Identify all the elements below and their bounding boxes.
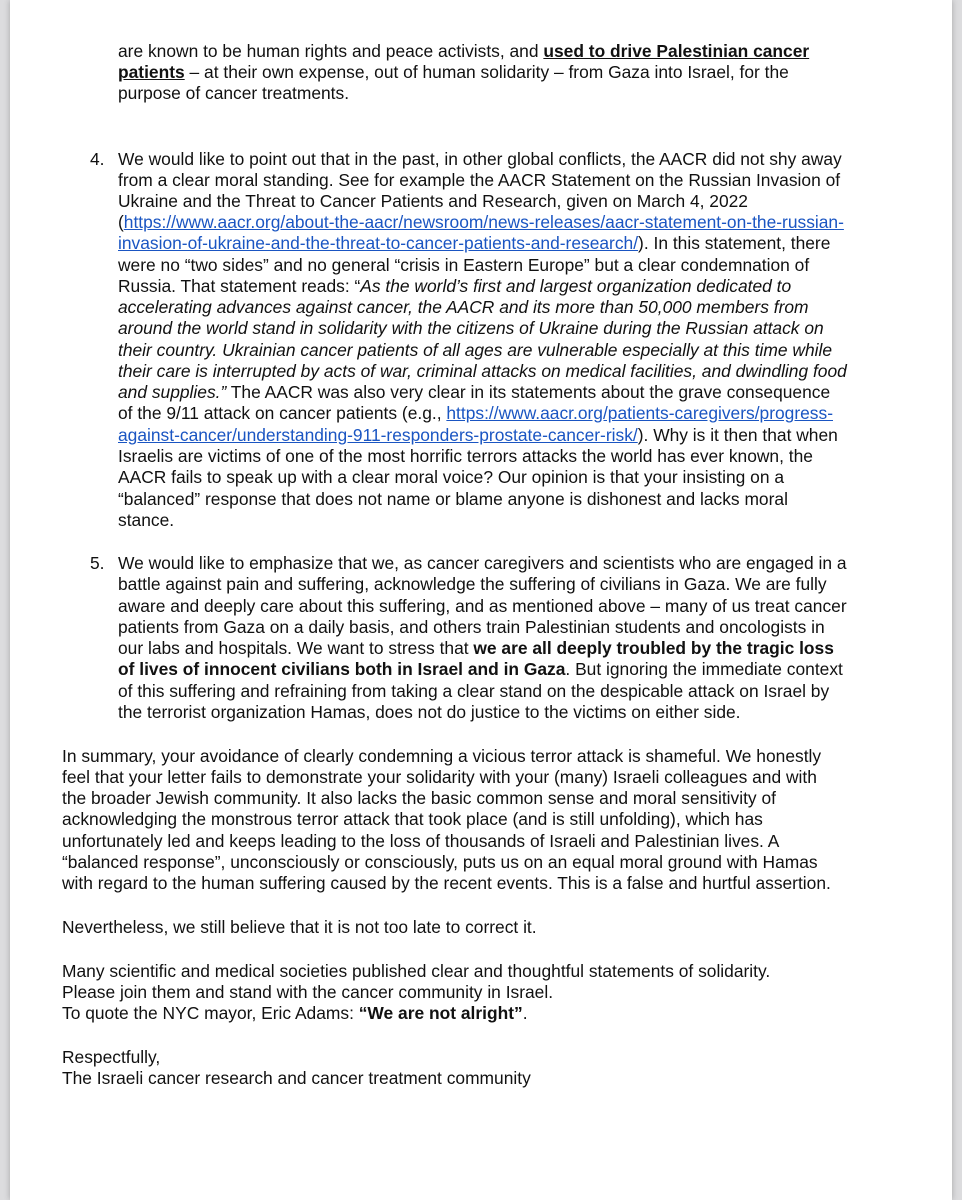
text-line: of lives of innocent civilians both in Israel and in Gaza. But ignoring the immediate context <box>118 659 843 679</box>
text-line: “balanced response”, unconsciously or consciously, puts us on an equal moral ground with Hamas <box>62 852 818 872</box>
text-line: To quote the NYC mayor, Eric Adams: “We are not alright”. <box>62 1003 528 1023</box>
text-line: Russia. That statement reads: “As the world’s first and largest organization dedicated to <box>118 276 792 296</box>
quoted-statement-line: their care is interrupted by acts of war, criminal attacks on medical facilities, and dwindling food <box>118 361 847 381</box>
quoted-statement: As the world’s first and largest organization dedicated to <box>360 276 792 296</box>
bold-quote: “We are not alright” <box>358 1003 523 1023</box>
text-line: the terrorist organization Hamas, does not do justice to the victims on either side. <box>118 702 741 722</box>
list-number: 4. <box>90 149 105 169</box>
text-line: of the 9/11 attack on cancer patients (e.g., https://www.aacr.org/patients-caregivers/progress- <box>118 403 833 423</box>
text-line: with regard to the human suffering caused by the recent events. This is a false and hurtful assertion. <box>62 873 831 893</box>
text-line: were no “two sides” and no general “crisis in Eastern Europe” but a clear condemnation of <box>118 255 810 275</box>
text-line: from a clear moral standing. See for example the AACR Statement on the Russian Invasion of <box>118 170 841 190</box>
signoff-line: Respectfully, <box>62 1047 161 1067</box>
text-line: Many scientific and medical societies published clear and thoughtful statements of solidarity. <box>62 961 771 981</box>
bold-underlined-phrase: patients <box>118 62 185 82</box>
aacr-ukraine-statement-link-continued[interactable]: invasion-of-ukraine-and-the-threat-to-cancer-patients-and-research/ <box>118 233 639 253</box>
text-line: our labs and hospitals. We want to stress that we are all deeply troubled by the tragic loss <box>118 638 834 658</box>
quoted-statement-line: their country. Ukrainian cancer patients of all ages are vulnerable especially at this time while <box>118 340 833 360</box>
text-line: invasion-of-ukraine-and-the-threat-to-cancer-patients-and-research/). In this statement, there <box>118 233 831 253</box>
text-line: battle against pain and suffering, acknowledge the suffering of civilians in Gaza. We are fully <box>118 574 827 594</box>
text-line: (https://www.aacr.org/about-the-aacr/newsroom/news-releases/aacr-statement-on-the-russian- <box>118 212 844 232</box>
text-line: aware and deeply care about this suffering, and as mentioned above – many of us treat cancer <box>118 596 847 616</box>
quoted-statement-line: around the world stand in solidarity with the citizens of Ukraine during the Russian attack on <box>118 318 824 338</box>
signature-line: The Israeli cancer research and cancer treatment community <box>62 1068 531 1088</box>
text-line: We would like to emphasize that we, as cancer caregivers and scientists who are engaged in a <box>118 553 847 573</box>
text-line: “balanced” response that does not name or blame anyone is dishonest and lacks moral <box>118 489 788 509</box>
bold-underlined-phrase: used to drive Palestinian cancer <box>543 41 810 61</box>
aacr-911-responders-link-continued[interactable]: against-cancer/understanding-911-responders-prostate-cancer-risk/ <box>118 425 638 445</box>
text-line: We would like to point out that in the past, in other global conflicts, the AACR did not shy away <box>118 149 842 169</box>
aacr-911-responders-link[interactable]: https://www.aacr.org/patients-caregivers/progress- <box>446 403 833 423</box>
text-line: Please join them and stand with the cancer community in Israel. <box>62 982 554 1002</box>
text-line: stance. <box>118 510 175 530</box>
text-line: are known to be human rights and peace activists, and used to drive Palestinian cancer <box>118 41 810 61</box>
document-page <box>10 0 952 1200</box>
text-line: purpose of cancer treatments. <box>118 83 350 103</box>
text-line: Ukraine and the Threat to Cancer Patients and Research, given on March 4, 2022 <box>118 191 748 211</box>
text-line: the broader Jewish community. It also lacks the basic common sense and moral sensitivity of <box>62 788 776 808</box>
text-line: against-cancer/understanding-911-responders-prostate-cancer-risk/). Why is it then that when <box>118 425 838 445</box>
list-number: 5. <box>90 553 105 573</box>
text-line: and supplies.” The AACR was also very clear in its statements about the grave consequence <box>118 382 831 402</box>
text-line: In summary, your avoidance of clearly condemning a vicious terror attack is shameful. We honestly <box>62 746 822 766</box>
text-line: Nevertheless, we still believe that it is not too late to correct it. <box>62 917 537 937</box>
bold-phrase: we are all deeply troubled by the tragic loss <box>473 638 834 658</box>
quoted-statement-line: accelerating advances against cancer, the AACR and its more than 50,000 members from <box>118 297 809 317</box>
text-line: AACR fails to speak up with a clear moral voice? Our opinion is that your insisting on a <box>118 467 784 487</box>
text-line: of this suffering and refraining from taking a clear stand on the despicable attack on Israel by <box>118 681 830 701</box>
aacr-ukraine-statement-link[interactable]: https://www.aacr.org/about-the-aacr/newsroom/news-releases/aacr-statement-on-the-russian- <box>123 212 844 232</box>
text-line: patients from Gaza on a daily basis, and others train Palestinian students and oncologists in <box>118 617 825 637</box>
text-line: unfortunately led and keeps leading to the loss of thousands of Israeli and Palestinian lives. A <box>62 831 780 851</box>
text-line: feel that your letter fails to demonstrate your solidarity with your (many) Israeli colleagues and with <box>62 767 817 787</box>
text-line: Israelis are victims of one of the most horrific terrors attacks the world has ever known, the <box>118 446 813 466</box>
quoted-statement: and supplies.” <box>118 382 227 402</box>
text-line: acknowledging the monstrous terror attack that took place (and is still unfolding), which has <box>62 809 763 829</box>
text-line: patients – at their own expense, out of human solidarity – from Gaza into Israel, for the <box>118 62 789 82</box>
bold-phrase: of lives of innocent civilians both in Israel and in Gaza <box>118 659 566 679</box>
